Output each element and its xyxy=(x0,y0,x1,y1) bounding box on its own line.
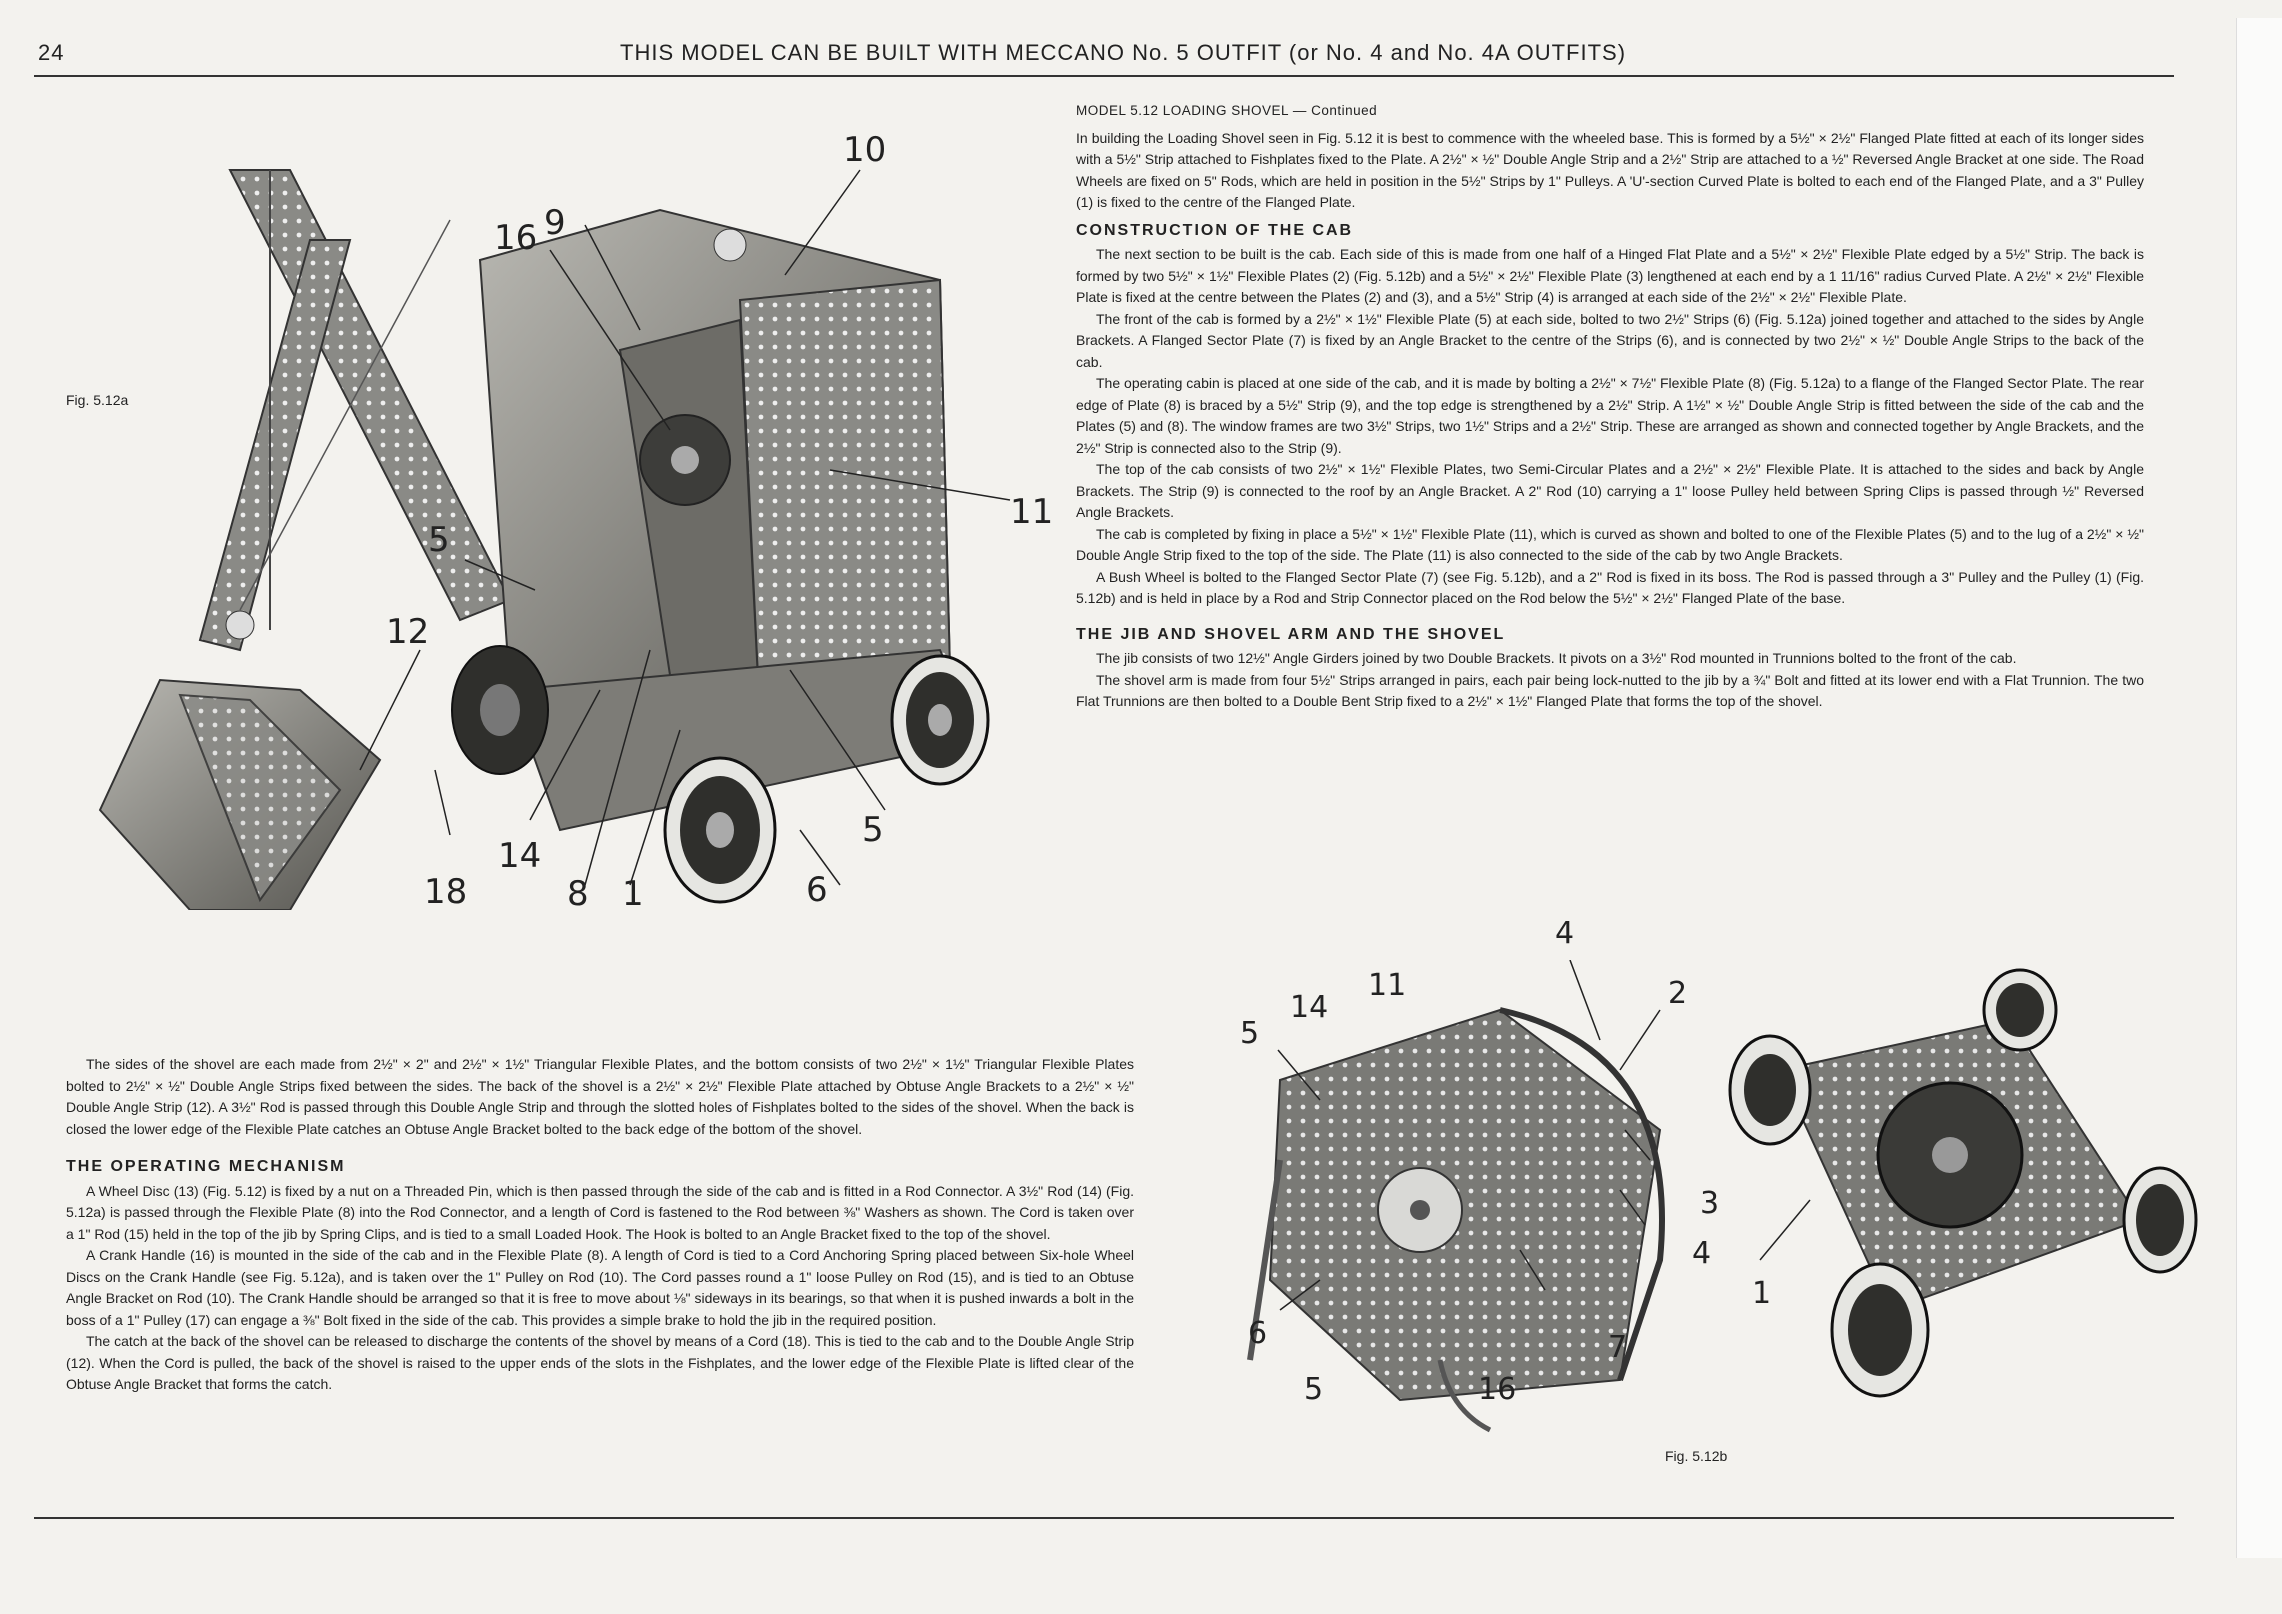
page-number: 24 xyxy=(38,40,65,65)
fig-b-callout-3: 3 xyxy=(1700,1186,1720,1221)
fig-b-callout-5-bottom: 5 xyxy=(1304,1372,1324,1407)
mechanism-paragraph-3: The catch at the back of the shovel can be released to discharge the contents of the shovel by means of a Cord (18). This is tied to the cab and to the Double Angle Strip (12). When the Cord is pulled, the back of the shovel is raised to the upper ends of the slots in the Fishplates, and the lower edge of the Flexible Plate is lifted clear of the Obtuse Angle Bracket that forms the catch. xyxy=(66,1333,1134,1392)
page-edge xyxy=(2236,18,2282,1558)
callout-1: 1 xyxy=(622,874,644,914)
fig-a-illustration xyxy=(40,130,1040,910)
intro-paragraph: In building the Loading Shovel seen in Fig. 5.12 it is best to commence with the wheeled base. This is formed by a 5½" × 2½" Flanged Plate fitted at each of its longer sides with a 5½" Strip attached to Fishplates fixed to the Plate. A 2½" × ½" Double Angle Strip and a 2½" Strip are attached to a ½" Reversed Angle Bracket at one side. The Road Wheels are fixed on 5" Rods, which are held in position in the 5½" Strips by 1" Pulleys. A 'U'-section Curved Plate is bolted to each end of the Flanged Plate, and a 3" Pulley (1) is fixed to the centre of the Flanged Plate. xyxy=(1076,129,2144,210)
callout-11: 11 xyxy=(1010,492,1054,532)
running-title: THIS MODEL CAN BE BUILT WITH MECCANO No. 5 OUTFIT (or No. 4 and No. 4A OUTFITS) xyxy=(620,40,1627,65)
fig-b-callout-2: 2 xyxy=(1668,976,1688,1011)
callout-14: 14 xyxy=(498,836,542,876)
jib-heading: THE JIB AND SHOVEL ARM AND THE SHOVEL xyxy=(1076,625,1506,643)
fig-b-callout-4-top: 4 xyxy=(1555,916,1575,951)
fig-b-callout-5-top: 5 xyxy=(1240,1016,1260,1051)
callout-6: 6 xyxy=(806,870,828,910)
cab-paragraph-6: A Bush Wheel is bolted to the Flanged Sector Plate (7) (see Fig. 5.12b), and a 2" Rod is fixed in its boss. The Rod is passed through a 3" Pulley and the Pulley (1) (Fig. 5.12b) and is held in place by a Rod and Strip Connector placed on the Rod below the 5½" × 2½" Flanged Plate of the base. xyxy=(1076,568,2144,606)
mechanism-paragraph-2: A Crank Handle (16) is mounted in the side of the cab and in the Flexible Plate (8). A length of Cord is tied to a Cord Anchoring Spring placed between Six-hole Wheel Discs on the Crank Handle (see Fig. 5.12a), and is taken over the 1" Pulley on Rod (10). The Cord passes round a 1" loose Pulley on Rod (15), and is tied to an Obtuse Angle Bracket on Rod (10). The Crank Handle should be arranged so that it is free to move about ⅛" sideways in its bearings, so that when it is pushed inwards a bolt in the boss of a 1" Pulley (17) can engage a ⅜" Bolt fixed in the side of the cab. This provides a simple brake to hold the jib in the required position. xyxy=(66,1247,1134,1328)
cab-heading: CONSTRUCTION OF THE CAB xyxy=(1076,221,1354,239)
top-rule xyxy=(34,75,2174,77)
callout-8: 8 xyxy=(567,874,589,914)
fig-b-callout-11: 11 xyxy=(1368,968,1407,1003)
fig-b-caption: Fig. 5.12b xyxy=(1665,1448,1728,1464)
cab-paragraph-1: The next section to be built is the cab. Each side of this is made from one half of a Hinged Flat Plate and a 5½" × 2½" Flexible Plate edged by a 5½" Strip. The back is formed by two 5½" × 1½" Flexible Plates (2) (Fig. 5.12b) and a 5½" × 2½" Flexible Plate (3) lengthened at each end by a 1 11/16" radius Curved Plate. A 2½" × 2½" Flexible Plate is fixed at the centre between the Plates (2) and (3), and a 5½" Strip (4) is arranged at each side of the 2½" × 2½" Flexible Plate. xyxy=(1076,246,2144,305)
cab-paragraph-3: The operating cabin is placed at one side of the cab, and it is made by bolting a 2½" × 7½" Flexible Plate (8) (Fig. 5.12a) to a flange of the Flanged Sector Plate. The rear edge of Plate (8) is braced by a 5½" Strip (9), and the top edge is strengthened by a 2½" Strip. A 1½" × ½" Double Angle Strip is fitted between the side of the cab and the Plates (5) and (8). The window frames are two 3½" Strips, two 1½" Strips and a 2½" Strip. These are arranged as shown and connected together by Angle Brackets, and the 2½" Strip is connected also to the Strip (9). xyxy=(1076,375,2144,456)
bottom-rule xyxy=(34,1517,2174,1519)
callout-10: 10 xyxy=(843,130,887,170)
fig-b-callout-7: 7 xyxy=(1608,1330,1628,1365)
callout-16: 16 xyxy=(494,218,538,258)
fig-b-illustration xyxy=(1240,960,2200,1440)
jib-paragraph-1: The jib consists of two 12½" Angle Girders joined by two Double Brackets. It pivots on a 3½" Rod mounted in Trunnions bolted to the front of the cab. xyxy=(1096,650,2017,666)
mechanism-paragraph-1: A Wheel Disc (13) (Fig. 5.12) is fixed by a nut on a Threaded Pin, which is then passed through the side of the cab and is fitted in a Rod Connector. A 3½" Rod (14) (Fig. 5.12a) is passed through the Flexible Plate (8) into the Rod Connector, and a length of Cord is fastened to the Rod between ⅜" Washers as shown. The Cord is taken over a 1" Rod (15) held in the top of the jib by Spring Clips, and is tied to a small Loaded Hook. The Hook is bolted to an Angle Bracket fixed to the top of the shovel. xyxy=(66,1182,1134,1242)
callout-5-right: 5 xyxy=(862,810,884,850)
callout-18: 18 xyxy=(424,872,468,912)
mechanism-heading: THE OPERATING MECHANISM xyxy=(66,1158,346,1175)
fig-b-callout-6: 6 xyxy=(1248,1316,1268,1351)
right-text-column xyxy=(1076,100,2144,713)
cab-paragraph-4: The top of the cab consists of two 2½" × 1½" Flexible Plates, two Semi-Circular Plates and a 2½" × 2½" Flexible Plate. It is attached to the sides and back by Angle Brackets. The Strip (9) is connected to the roof by an Angle Bracket. A 2" Rod (10) carrying a 1" loose Pulley held between Spring Clips is passed through ½" Reversed Angle Brackets. xyxy=(1076,461,2144,520)
jib-paragraph-2: The shovel arm is made from four 5½" Strips arranged in pairs, each pair being lock-nutted to the jib by a ¾" Bolt and fitted at its lower end with a Flat Trunnion. The two Flat Trunnions are then bolted to a Double Bent Strip fixed to a 2½" × 1½" Flanged Plate that forms the top of the shovel. xyxy=(1076,671,2144,709)
fig-a-caption: Fig. 5.12a xyxy=(66,392,129,408)
fig-b-callout-1: 1 xyxy=(1752,1276,1772,1311)
fig-b-callout-4-bottom: 4 xyxy=(1692,1236,1712,1271)
cab-paragraph-5: The cab is completed by fixing in place a 5½" × 1½" Flexible Plate (11), which is curved as shown and bolted to one of the Flexible Plates (5) and to the lug of a 2½" × ½" Double Angle Strip fixed to the top of the side. The Plate (11) is also connected to the side of the cab by two Angle Brackets. xyxy=(1076,525,2144,563)
model-subheading: MODEL 5.12 LOADING SHOVEL — Continued xyxy=(1076,103,1378,118)
callout-5-left: 5 xyxy=(428,520,450,560)
shovel-paragraph: The sides of the shovel are each made from 2½" × 2" and 2½" × 1½" Triangular Flexible Plates, and the bottom consists of two 2½" × 1½" Triangular Flexible Plates bolted to 2½" × ½" Double Angle Strips fixed between the sides. The back of the shovel is a 2½" × 2½" Flexible Plate attached by Obtuse Angle Brackets to a 2½" × ½" Double Angle Strip (12). A 3½" Rod is passed through this Double Angle Strip and through the slotted holes of Fishplates bolted to the sides of the shovel. When the back is closed the lower edge of the Flexible Plate catches an Obtuse Angle Bracket bolted to the back edge of the bottom of the shovel. xyxy=(66,1056,1134,1137)
cab-paragraph-2: The front of the cab is formed by a 2½" × 1½" Flexible Plate (5) at each side, bolted to two 2½" Strips (6) (Fig. 5.12a) joined together and attached to the sides by Angle Brackets. A Flanged Sector Plate (7) is fixed by an Angle Bracket to the centre of the Strips (6), and is connected by two 2½" × ½" Double Angle Strips to the back of the cab. xyxy=(1076,310,2144,370)
callout-12: 12 xyxy=(386,612,430,652)
fig-b-callout-16: 16 xyxy=(1478,1372,1517,1407)
left-text-column xyxy=(66,1054,1134,1396)
callout-9: 9 xyxy=(544,203,566,243)
fig-b-callout-14: 14 xyxy=(1290,990,1329,1025)
